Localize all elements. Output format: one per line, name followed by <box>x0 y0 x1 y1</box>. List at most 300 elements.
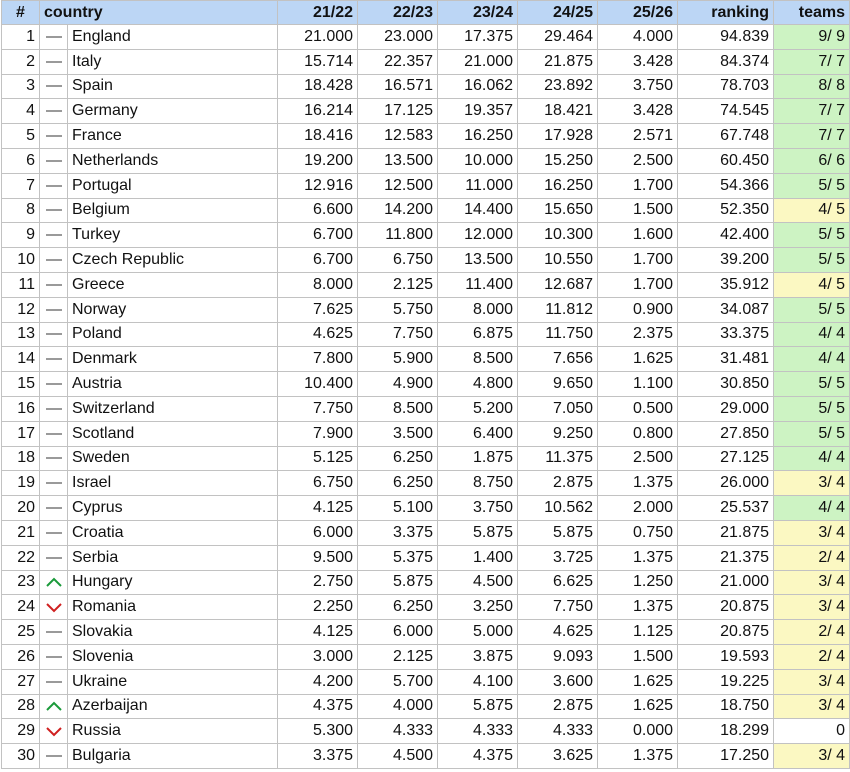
country-cell: Norway <box>68 297 278 322</box>
table-row <box>2 595 850 620</box>
season-2122-cell: 3.375 <box>278 744 358 769</box>
season-2526-cell: 0.900 <box>598 297 678 322</box>
ranking-cell: 17.250 <box>678 744 774 769</box>
country-cell: Hungary <box>68 570 278 595</box>
country-cell: Portugal <box>68 173 278 198</box>
table-row <box>2 719 850 744</box>
trend-cell <box>40 421 68 446</box>
season-2425-cell: 11.375 <box>518 446 598 471</box>
season-2122-cell: 16.214 <box>278 99 358 124</box>
country-cell: Cyprus <box>68 496 278 521</box>
column-header-season-2223[interactable]: 22/23 <box>358 1 438 25</box>
season-2324-cell: 16.062 <box>438 74 518 99</box>
trend-same-icon <box>44 31 64 43</box>
trend-cell <box>40 396 68 421</box>
season-2223-cell: 12.500 <box>358 173 438 198</box>
country-cell: Bulgaria <box>68 744 278 769</box>
ranking-cell: 39.200 <box>678 248 774 273</box>
ranking-cell: 18.750 <box>678 694 774 719</box>
teams-cell: 5/ 5 <box>774 248 850 273</box>
trend-same-icon <box>44 502 64 514</box>
season-2526-cell: 0.500 <box>598 396 678 421</box>
trend-cell <box>40 620 68 645</box>
season-2425-cell: 12.687 <box>518 272 598 297</box>
season-2425-cell: 6.625 <box>518 570 598 595</box>
season-2324-cell: 4.500 <box>438 570 518 595</box>
table-row <box>2 471 850 496</box>
rank-cell: 27 <box>2 669 40 694</box>
rank-cell: 4 <box>2 99 40 124</box>
teams-cell: 3/ 4 <box>774 744 850 769</box>
ranking-cell: 60.450 <box>678 148 774 173</box>
country-cell: Azerbaijan <box>68 694 278 719</box>
season-2526-cell: 1.700 <box>598 173 678 198</box>
rank-cell: 7 <box>2 173 40 198</box>
season-2324-cell: 1.400 <box>438 545 518 570</box>
country-cell: Switzerland <box>68 396 278 421</box>
season-2425-cell: 9.093 <box>518 644 598 669</box>
ranking-cell: 27.850 <box>678 421 774 446</box>
season-2425-cell: 18.421 <box>518 99 598 124</box>
season-2223-cell: 4.500 <box>358 744 438 769</box>
trend-cell <box>40 372 68 397</box>
season-2324-cell: 8.500 <box>438 347 518 372</box>
season-2526-cell: 1.500 <box>598 198 678 223</box>
ranking-cell: 21.000 <box>678 570 774 595</box>
season-2324-cell: 5.875 <box>438 520 518 545</box>
season-2223-cell: 7.750 <box>358 322 438 347</box>
column-header-season-2526[interactable]: 25/26 <box>598 1 678 25</box>
season-2425-cell: 11.812 <box>518 297 598 322</box>
table-row <box>2 421 850 446</box>
teams-cell: 4/ 4 <box>774 347 850 372</box>
teams-cell: 3/ 4 <box>774 520 850 545</box>
trend-cell <box>40 173 68 198</box>
column-header-season-2425[interactable]: 24/25 <box>518 1 598 25</box>
season-2223-cell: 4.000 <box>358 694 438 719</box>
trend-same-icon <box>44 626 64 638</box>
season-2526-cell: 1.250 <box>598 570 678 595</box>
rank-cell: 6 <box>2 148 40 173</box>
rank-cell: 5 <box>2 124 40 149</box>
season-2223-cell: 6.750 <box>358 248 438 273</box>
season-2223-cell: 6.000 <box>358 620 438 645</box>
season-2324-cell: 4.375 <box>438 744 518 769</box>
season-2526-cell: 2.000 <box>598 496 678 521</box>
column-header-rank[interactable]: # <box>2 1 40 25</box>
trend-same-icon <box>44 527 64 539</box>
teams-cell: 3/ 4 <box>774 694 850 719</box>
country-cell: Russia <box>68 719 278 744</box>
season-2425-cell: 17.928 <box>518 124 598 149</box>
season-2526-cell: 2.500 <box>598 446 678 471</box>
table-row <box>2 248 850 273</box>
table-row <box>2 396 850 421</box>
rank-cell: 16 <box>2 396 40 421</box>
teams-cell: 5/ 5 <box>774 173 850 198</box>
teams-cell: 8/ 8 <box>774 74 850 99</box>
teams-cell: 3/ 4 <box>774 471 850 496</box>
rank-cell: 15 <box>2 372 40 397</box>
trend-same-icon <box>44 229 64 241</box>
season-2526-cell: 0.800 <box>598 421 678 446</box>
season-2122-cell: 18.416 <box>278 124 358 149</box>
season-2223-cell: 14.200 <box>358 198 438 223</box>
ranking-cell: 42.400 <box>678 223 774 248</box>
season-2425-cell: 9.250 <box>518 421 598 446</box>
trend-same-icon <box>44 105 64 117</box>
season-2122-cell: 4.200 <box>278 669 358 694</box>
ranking-cell: 18.299 <box>678 719 774 744</box>
teams-cell: 2/ 4 <box>774 620 850 645</box>
ranking-cell: 35.912 <box>678 272 774 297</box>
season-2425-cell: 29.464 <box>518 25 598 50</box>
season-2324-cell: 5.000 <box>438 620 518 645</box>
trend-cell <box>40 669 68 694</box>
teams-cell: 0 <box>774 719 850 744</box>
trend-cell <box>40 49 68 74</box>
trend-same-icon <box>44 328 64 340</box>
season-2324-cell: 13.500 <box>438 248 518 273</box>
country-cell: Israel <box>68 471 278 496</box>
season-2122-cell: 7.900 <box>278 421 358 446</box>
ranking-cell: 74.545 <box>678 99 774 124</box>
ranking-cell: 19.593 <box>678 644 774 669</box>
country-cell: Germany <box>68 99 278 124</box>
table-row <box>2 25 850 50</box>
season-2223-cell: 6.250 <box>358 471 438 496</box>
season-2324-cell: 11.400 <box>438 272 518 297</box>
trend-same-icon <box>44 651 64 663</box>
season-2526-cell: 1.600 <box>598 223 678 248</box>
teams-cell: 4/ 5 <box>774 198 850 223</box>
season-2122-cell: 6.700 <box>278 248 358 273</box>
season-2122-cell: 9.500 <box>278 545 358 570</box>
country-cell: Ukraine <box>68 669 278 694</box>
season-2526-cell: 1.375 <box>598 545 678 570</box>
season-2526-cell: 0.750 <box>598 520 678 545</box>
season-2223-cell: 2.125 <box>358 272 438 297</box>
season-2425-cell: 7.050 <box>518 396 598 421</box>
season-2425-cell: 15.650 <box>518 198 598 223</box>
country-cell: Greece <box>68 272 278 297</box>
season-2425-cell: 11.750 <box>518 322 598 347</box>
teams-cell: 4/ 5 <box>774 272 850 297</box>
season-2122-cell: 7.800 <box>278 347 358 372</box>
season-2425-cell: 10.550 <box>518 248 598 273</box>
season-2324-cell: 3.750 <box>438 496 518 521</box>
rank-cell: 17 <box>2 421 40 446</box>
rank-cell: 13 <box>2 322 40 347</box>
ranking-cell: 26.000 <box>678 471 774 496</box>
season-2223-cell: 5.750 <box>358 297 438 322</box>
season-2425-cell: 23.892 <box>518 74 598 99</box>
ranking-cell: 54.366 <box>678 173 774 198</box>
rank-cell: 3 <box>2 74 40 99</box>
country-cell: Turkey <box>68 223 278 248</box>
trend-up-icon <box>44 700 64 712</box>
ranking-cell: 21.375 <box>678 545 774 570</box>
season-2223-cell: 16.571 <box>358 74 438 99</box>
table-row <box>2 173 850 198</box>
trend-same-icon <box>44 378 64 390</box>
trend-cell <box>40 744 68 769</box>
table-row <box>2 644 850 669</box>
season-2223-cell: 3.500 <box>358 421 438 446</box>
column-header-country[interactable]: country <box>40 1 278 25</box>
teams-cell: 4/ 4 <box>774 446 850 471</box>
season-2223-cell: 2.125 <box>358 644 438 669</box>
season-2122-cell: 8.000 <box>278 272 358 297</box>
season-2223-cell: 6.250 <box>358 446 438 471</box>
season-2526-cell: 0.000 <box>598 719 678 744</box>
trend-cell <box>40 223 68 248</box>
country-cell: Czech Republic <box>68 248 278 273</box>
season-2122-cell: 10.400 <box>278 372 358 397</box>
season-2223-cell: 5.900 <box>358 347 438 372</box>
rank-cell: 10 <box>2 248 40 273</box>
country-cell: France <box>68 124 278 149</box>
table-row <box>2 198 850 223</box>
teams-cell: 5/ 5 <box>774 223 850 248</box>
teams-cell: 5/ 5 <box>774 396 850 421</box>
rank-cell: 28 <box>2 694 40 719</box>
season-2526-cell: 1.375 <box>598 744 678 769</box>
season-2425-cell: 7.656 <box>518 347 598 372</box>
country-cell: Croatia <box>68 520 278 545</box>
season-2122-cell: 6.750 <box>278 471 358 496</box>
trend-same-icon <box>44 279 64 291</box>
season-2223-cell: 5.700 <box>358 669 438 694</box>
trend-same-icon <box>44 130 64 142</box>
season-2324-cell: 5.200 <box>438 396 518 421</box>
trend-same-icon <box>44 204 64 216</box>
rank-cell: 19 <box>2 471 40 496</box>
season-2122-cell: 21.000 <box>278 25 358 50</box>
season-2324-cell: 1.875 <box>438 446 518 471</box>
season-2122-cell: 5.300 <box>278 719 358 744</box>
header-row <box>2 1 850 25</box>
season-2324-cell: 11.000 <box>438 173 518 198</box>
season-2425-cell: 3.600 <box>518 669 598 694</box>
ranking-cell: 67.748 <box>678 124 774 149</box>
table-row <box>2 223 850 248</box>
teams-cell: 3/ 4 <box>774 669 850 694</box>
trend-cell <box>40 496 68 521</box>
ranking-cell: 19.225 <box>678 669 774 694</box>
trend-same-icon <box>44 80 64 92</box>
table-body <box>2 25 850 769</box>
column-header-season-2122[interactable]: 21/22 <box>278 1 358 25</box>
teams-cell: 7/ 7 <box>774 124 850 149</box>
trend-cell <box>40 297 68 322</box>
trend-cell <box>40 471 68 496</box>
table-row <box>2 272 850 297</box>
rank-cell: 22 <box>2 545 40 570</box>
rank-cell: 21 <box>2 520 40 545</box>
season-2223-cell: 12.583 <box>358 124 438 149</box>
season-2122-cell: 2.250 <box>278 595 358 620</box>
season-2324-cell: 12.000 <box>438 223 518 248</box>
season-2122-cell: 5.125 <box>278 446 358 471</box>
country-cell: Poland <box>68 322 278 347</box>
season-2324-cell: 6.875 <box>438 322 518 347</box>
rank-cell: 9 <box>2 223 40 248</box>
season-2324-cell: 14.400 <box>438 198 518 223</box>
teams-cell: 3/ 4 <box>774 570 850 595</box>
season-2425-cell: 10.300 <box>518 223 598 248</box>
season-2122-cell: 4.125 <box>278 620 358 645</box>
season-2223-cell: 4.333 <box>358 719 438 744</box>
season-2223-cell: 23.000 <box>358 25 438 50</box>
season-2324-cell: 10.000 <box>438 148 518 173</box>
season-2324-cell: 4.800 <box>438 372 518 397</box>
season-2526-cell: 1.100 <box>598 372 678 397</box>
trend-cell <box>40 694 68 719</box>
rank-cell: 8 <box>2 198 40 223</box>
trend-same-icon <box>44 56 64 68</box>
season-2324-cell: 8.750 <box>438 471 518 496</box>
country-cell: Denmark <box>68 347 278 372</box>
country-cell: Romania <box>68 595 278 620</box>
table-row <box>2 322 850 347</box>
rank-cell: 20 <box>2 496 40 521</box>
season-2122-cell: 19.200 <box>278 148 358 173</box>
table-row <box>2 694 850 719</box>
teams-cell: 2/ 4 <box>774 545 850 570</box>
season-2425-cell: 16.250 <box>518 173 598 198</box>
season-2425-cell: 15.250 <box>518 148 598 173</box>
season-2122-cell: 4.375 <box>278 694 358 719</box>
trend-cell <box>40 570 68 595</box>
season-2425-cell: 4.333 <box>518 719 598 744</box>
season-2122-cell: 4.625 <box>278 322 358 347</box>
rank-cell: 14 <box>2 347 40 372</box>
season-2122-cell: 3.000 <box>278 644 358 669</box>
ranking-cell: 29.000 <box>678 396 774 421</box>
trend-cell <box>40 74 68 99</box>
column-header-season-2324[interactable]: 23/24 <box>438 1 518 25</box>
season-2122-cell: 6.700 <box>278 223 358 248</box>
country-cell: Netherlands <box>68 148 278 173</box>
season-2425-cell: 3.725 <box>518 545 598 570</box>
country-cell: Serbia <box>68 545 278 570</box>
teams-cell: 7/ 7 <box>774 49 850 74</box>
season-2425-cell: 10.562 <box>518 496 598 521</box>
rank-cell: 18 <box>2 446 40 471</box>
trend-same-icon <box>44 428 64 440</box>
teams-cell: 7/ 7 <box>774 99 850 124</box>
table-row <box>2 99 850 124</box>
table-row <box>2 124 850 149</box>
country-cell: Spain <box>68 74 278 99</box>
trend-cell <box>40 595 68 620</box>
season-2223-cell: 13.500 <box>358 148 438 173</box>
trend-cell <box>40 248 68 273</box>
ranking-cell: 34.087 <box>678 297 774 322</box>
table-row <box>2 148 850 173</box>
season-2122-cell: 7.625 <box>278 297 358 322</box>
trend-same-icon <box>44 750 64 762</box>
rank-cell: 2 <box>2 49 40 74</box>
trend-same-icon <box>44 477 64 489</box>
trend-up-icon <box>44 576 64 588</box>
season-2526-cell: 1.375 <box>598 471 678 496</box>
rank-cell: 12 <box>2 297 40 322</box>
table-row <box>2 372 850 397</box>
season-2122-cell: 4.125 <box>278 496 358 521</box>
country-cell: Italy <box>68 49 278 74</box>
table-row <box>2 446 850 471</box>
season-2324-cell: 19.357 <box>438 99 518 124</box>
season-2324-cell: 6.400 <box>438 421 518 446</box>
rank-cell: 1 <box>2 25 40 50</box>
season-2526-cell: 2.375 <box>598 322 678 347</box>
season-2324-cell: 4.333 <box>438 719 518 744</box>
season-2526-cell: 1.700 <box>598 248 678 273</box>
teams-cell: 4/ 4 <box>774 496 850 521</box>
season-2526-cell: 1.625 <box>598 347 678 372</box>
ranking-cell: 31.481 <box>678 347 774 372</box>
season-2526-cell: 1.500 <box>598 644 678 669</box>
teams-cell: 5/ 5 <box>774 421 850 446</box>
country-cell: Scotland <box>68 421 278 446</box>
teams-cell: 3/ 4 <box>774 595 850 620</box>
season-2324-cell: 4.100 <box>438 669 518 694</box>
trend-cell <box>40 644 68 669</box>
season-2324-cell: 3.250 <box>438 595 518 620</box>
season-2425-cell: 9.650 <box>518 372 598 397</box>
teams-cell: 9/ 9 <box>774 25 850 50</box>
teams-cell: 5/ 5 <box>774 372 850 397</box>
teams-cell: 4/ 4 <box>774 322 850 347</box>
season-2526-cell: 1.125 <box>598 620 678 645</box>
country-cell: Belgium <box>68 198 278 223</box>
table-row <box>2 297 850 322</box>
season-2324-cell: 8.000 <box>438 297 518 322</box>
country-cell: England <box>68 25 278 50</box>
rank-cell: 11 <box>2 272 40 297</box>
ranking-cell: 30.850 <box>678 372 774 397</box>
table-row <box>2 520 850 545</box>
table-row <box>2 545 850 570</box>
table-row <box>2 347 850 372</box>
ranking-cell: 52.350 <box>678 198 774 223</box>
season-2324-cell: 21.000 <box>438 49 518 74</box>
trend-cell <box>40 198 68 223</box>
trend-cell <box>40 322 68 347</box>
column-header-teams[interactable]: teams <box>774 1 850 25</box>
table-row <box>2 496 850 521</box>
column-header-ranking[interactable]: ranking <box>678 1 774 25</box>
season-2526-cell: 2.571 <box>598 124 678 149</box>
season-2324-cell: 17.375 <box>438 25 518 50</box>
season-2223-cell: 11.800 <box>358 223 438 248</box>
trend-same-icon <box>44 254 64 266</box>
country-cell: Slovakia <box>68 620 278 645</box>
rank-cell: 24 <box>2 595 40 620</box>
trend-same-icon <box>44 180 64 192</box>
season-2122-cell: 12.916 <box>278 173 358 198</box>
ranking-cell: 27.125 <box>678 446 774 471</box>
trend-cell <box>40 272 68 297</box>
trend-same-icon <box>44 155 64 167</box>
season-2324-cell: 16.250 <box>438 124 518 149</box>
season-2223-cell: 4.900 <box>358 372 438 397</box>
season-2526-cell: 1.700 <box>598 272 678 297</box>
season-2223-cell: 17.125 <box>358 99 438 124</box>
ranking-cell: 94.839 <box>678 25 774 50</box>
